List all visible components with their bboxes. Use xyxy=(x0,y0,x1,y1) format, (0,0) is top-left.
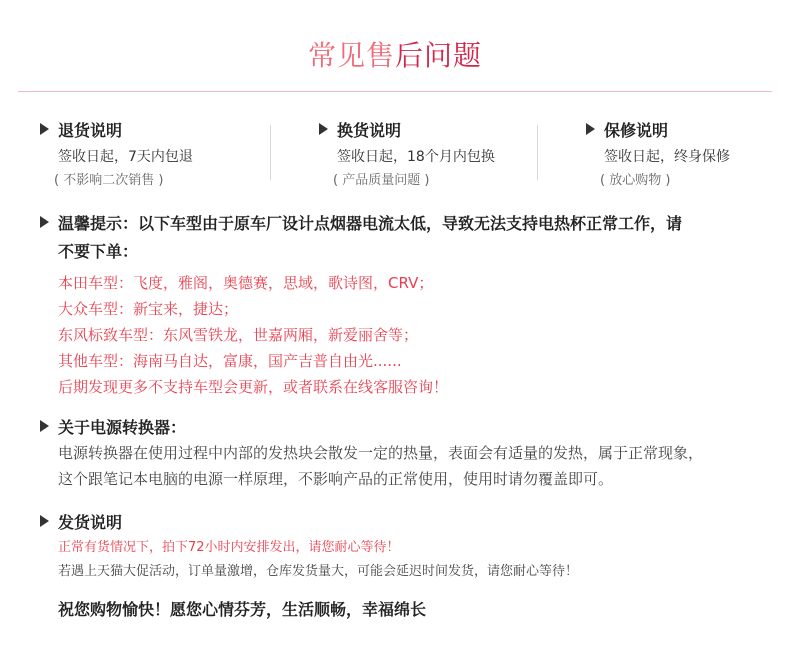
title-divider xyxy=(18,91,772,92)
converter-description xyxy=(58,440,758,492)
triangle-bullet-icon xyxy=(586,123,595,135)
title-part-1: 常见售 xyxy=(307,39,395,72)
triangle-bullet-icon xyxy=(40,216,49,228)
triangle-bullet-icon xyxy=(40,515,49,527)
list-item: 其他车型：海南马自达，富康，国产吉普自由光...... xyxy=(58,352,402,370)
column-divider xyxy=(537,125,538,180)
notice-line-2: 不要下单： xyxy=(58,242,139,261)
warranty-heading: 保修说明 xyxy=(604,121,669,140)
warranty-note: ( 放心购物 ) xyxy=(600,173,671,188)
triangle-bullet-icon xyxy=(40,123,49,135)
list-item: 本田车型：飞度，雅阁，奥德赛，思域，歌诗图，CRV； xyxy=(58,274,434,292)
return-detail: 签收日起，7天内包退 xyxy=(58,149,193,165)
shipping-normal-note: 正常有货情况下，拍下72小时内安排发出，请您耐心等待！ xyxy=(58,540,400,555)
shipping-promo-note: 若遇上天猫大促活动，订单量激增，仓库发货量大，可能会延迟时间发货，请您耐心等待！ xyxy=(58,564,579,579)
exchange-heading: 换货说明 xyxy=(337,121,402,140)
return-note: ( 不影响二次销售 ) xyxy=(54,173,164,188)
triangle-bullet-icon xyxy=(319,123,328,135)
list-item: 东风标致车型：东风雪铁龙，世嘉两厢，新爱丽舍等； xyxy=(58,326,419,344)
exchange-detail: 签收日起，18个月内包换 xyxy=(337,149,495,165)
converter-heading xyxy=(40,415,186,438)
list-item: 大众车型：新宝来，捷达； xyxy=(58,300,239,318)
exchange-note: ( 产品质量问题 ) xyxy=(333,173,430,188)
closing-message: 祝您购物愉快！愿您心情芬芳，生活顺畅，幸福绵长 xyxy=(58,600,427,619)
return-heading: 退货说明 xyxy=(58,121,123,140)
warranty-detail: 签收日起，终身保修 xyxy=(604,149,730,165)
converter-heading-text: 关于电源转换器： xyxy=(58,418,187,437)
triangle-bullet-icon xyxy=(40,420,49,432)
converter-line-1: 电源转换器在使用过程中内部的发热块会散发一定的热量，表面会有适量的发热，属于正常现象， xyxy=(58,444,704,462)
shipping-heading xyxy=(40,510,122,533)
converter-line-2: 这个跟笔记本电脑的电源一样原理，不影响产品的正常使用，使用时请勿覆盖即可。 xyxy=(58,470,614,488)
page-title xyxy=(0,34,790,74)
return-policy xyxy=(40,118,280,188)
unsupported-models-list xyxy=(58,270,448,400)
notice-line-1: 温馨提示：以下车型由于原车厂设计点烟器电流太低，导致无法支持电热杯正常工作，请 xyxy=(58,214,683,233)
shipping-heading-text: 发货说明 xyxy=(58,513,123,532)
warm-notice xyxy=(40,210,760,266)
list-item: 后期发现更多不支持车型会更新，或者联系在线客服咨询！ xyxy=(58,378,449,396)
warranty-policy xyxy=(586,118,790,188)
exchange-policy xyxy=(319,118,559,188)
column-divider xyxy=(270,125,271,180)
title-part-2: 后问题 xyxy=(395,39,483,72)
